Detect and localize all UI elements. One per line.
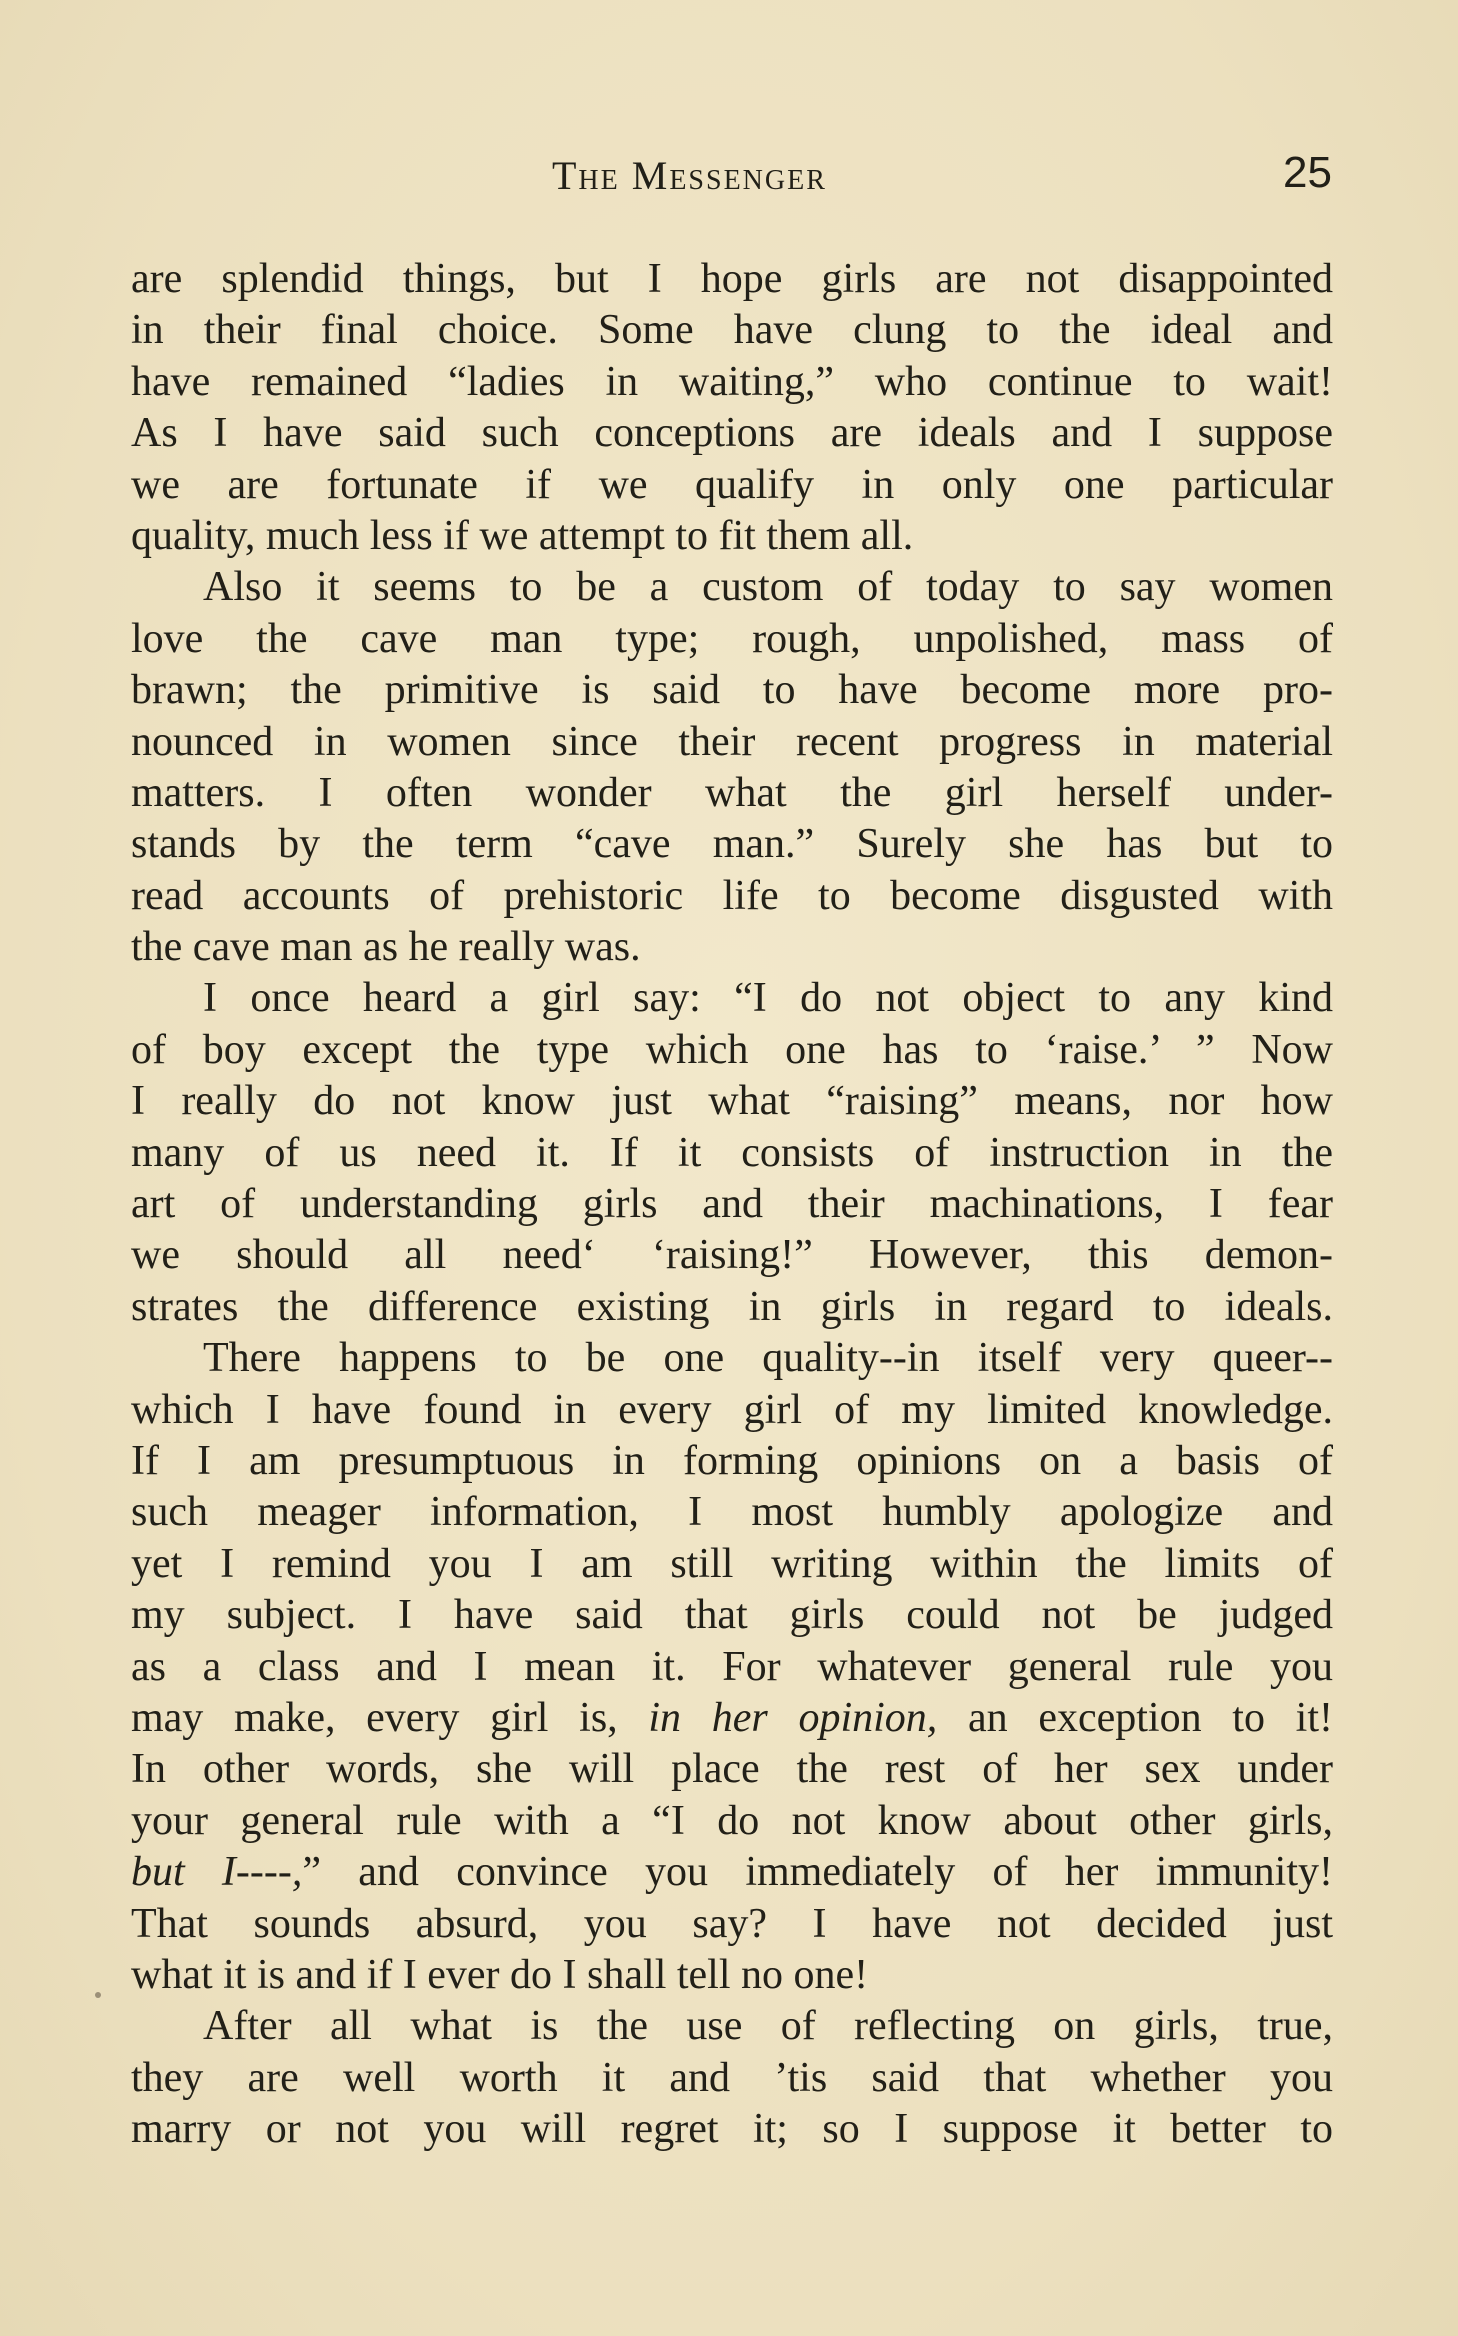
text-line: brawn; the primitive is said to have become more pro- xyxy=(131,667,1333,714)
text-run: an exception to it! xyxy=(968,1694,1334,1741)
text-run: may make, every girl is, xyxy=(131,1694,618,1741)
text-line: If I am presumptuous in forming opinions on a basis of xyxy=(131,1437,1333,1484)
text-line: There happens to be one quality--in itself very queer-- xyxy=(203,1335,1333,1382)
text-line: many of us need it. If it consists of instruction in the xyxy=(131,1129,1333,1176)
text-line-mixed xyxy=(131,1847,1333,1898)
text-run: ” and convince you immediately of her immunity! xyxy=(302,1849,1333,1896)
text-line: such meager information, I most humbly apologize and xyxy=(131,1489,1333,1536)
text-line: marry or not you will regret it; so I suppose it better to xyxy=(131,2106,1333,2153)
text-line: are splendid things, but I hope girls are not disappointed xyxy=(131,256,1333,302)
text-line: nounced in women since their recent progress in material xyxy=(131,718,1333,765)
text-line: art of understanding girls and their machinations, I fear xyxy=(131,1181,1333,1228)
text-line: we are fortunate if we qualify in only one particular xyxy=(131,461,1333,508)
text-line: love the cave man type; rough, unpolished, mass of xyxy=(131,615,1333,662)
page-number: 25 xyxy=(1283,148,1332,197)
text-line: yet I remind you I am still writing within the limits of xyxy=(131,1540,1333,1587)
text-line: have remained “ladies in waiting,” who continue to wait! xyxy=(131,358,1333,405)
text-line: of boy except the type which one has to ‘raise.’ ” Now xyxy=(131,1026,1333,1073)
text-line: stands by the term “cave man.” Surely she has but to xyxy=(131,821,1333,868)
body-text xyxy=(131,254,1333,2155)
text-line: matters. I often wonder what the girl herself under- xyxy=(131,769,1333,816)
text-line: That sounds absurd, you say? I have not decided just xyxy=(131,1900,1333,1947)
text-line: we should all need‘ ‘raising!” However, this demon- xyxy=(131,1232,1333,1279)
text-line: my subject. I have said that girls could not be judged xyxy=(131,1592,1333,1639)
italic-phrase: but I----, xyxy=(131,1849,303,1896)
text-line: In other words, she will place the rest of her sex under xyxy=(131,1746,1333,1793)
text-line: the cave man as he really was. xyxy=(131,924,641,971)
text-line: your general rule with a “I do not know about other girls, xyxy=(131,1797,1333,1844)
text-line: read accounts of prehistoric life to become disgusted with xyxy=(131,872,1333,919)
text-line: which I have found in every girl of my limited knowledge. xyxy=(131,1386,1333,1433)
text-line: I really do not know just what “raising” means, nor how xyxy=(131,1078,1333,1125)
running-title: The Messenger xyxy=(552,153,827,198)
text-line: I once heard a girl say: “I do not object to any kind xyxy=(203,975,1333,1022)
text-line: As I have said such conceptions are ideals and I suppose xyxy=(131,410,1333,457)
italic-phrase: in her opinion, xyxy=(648,1694,938,1741)
margin-dot xyxy=(95,1992,101,1998)
text-line: Also it seems to be a custom of today to say women xyxy=(203,564,1333,611)
running-head xyxy=(0,148,1458,208)
text-line: as a class and I mean it. For whatever general rule you xyxy=(131,1643,1333,1690)
text-line: they are well worth it and ’tis said that whether you xyxy=(131,2054,1333,2101)
text-line: in their final choice. Some have clung to the ideal and xyxy=(131,307,1333,354)
text-line: strates the difference existing in girls in regard to ideals. xyxy=(131,1283,1333,1330)
text-line: After all what is the use of reflecting on girls, true, xyxy=(203,2003,1333,2050)
text-line: quality, much less if we attempt to fit them all. xyxy=(131,512,914,559)
text-line: what it is and if I ever do I shall tell no one! xyxy=(131,1951,869,1998)
text-line-mixed xyxy=(131,1693,1333,1744)
